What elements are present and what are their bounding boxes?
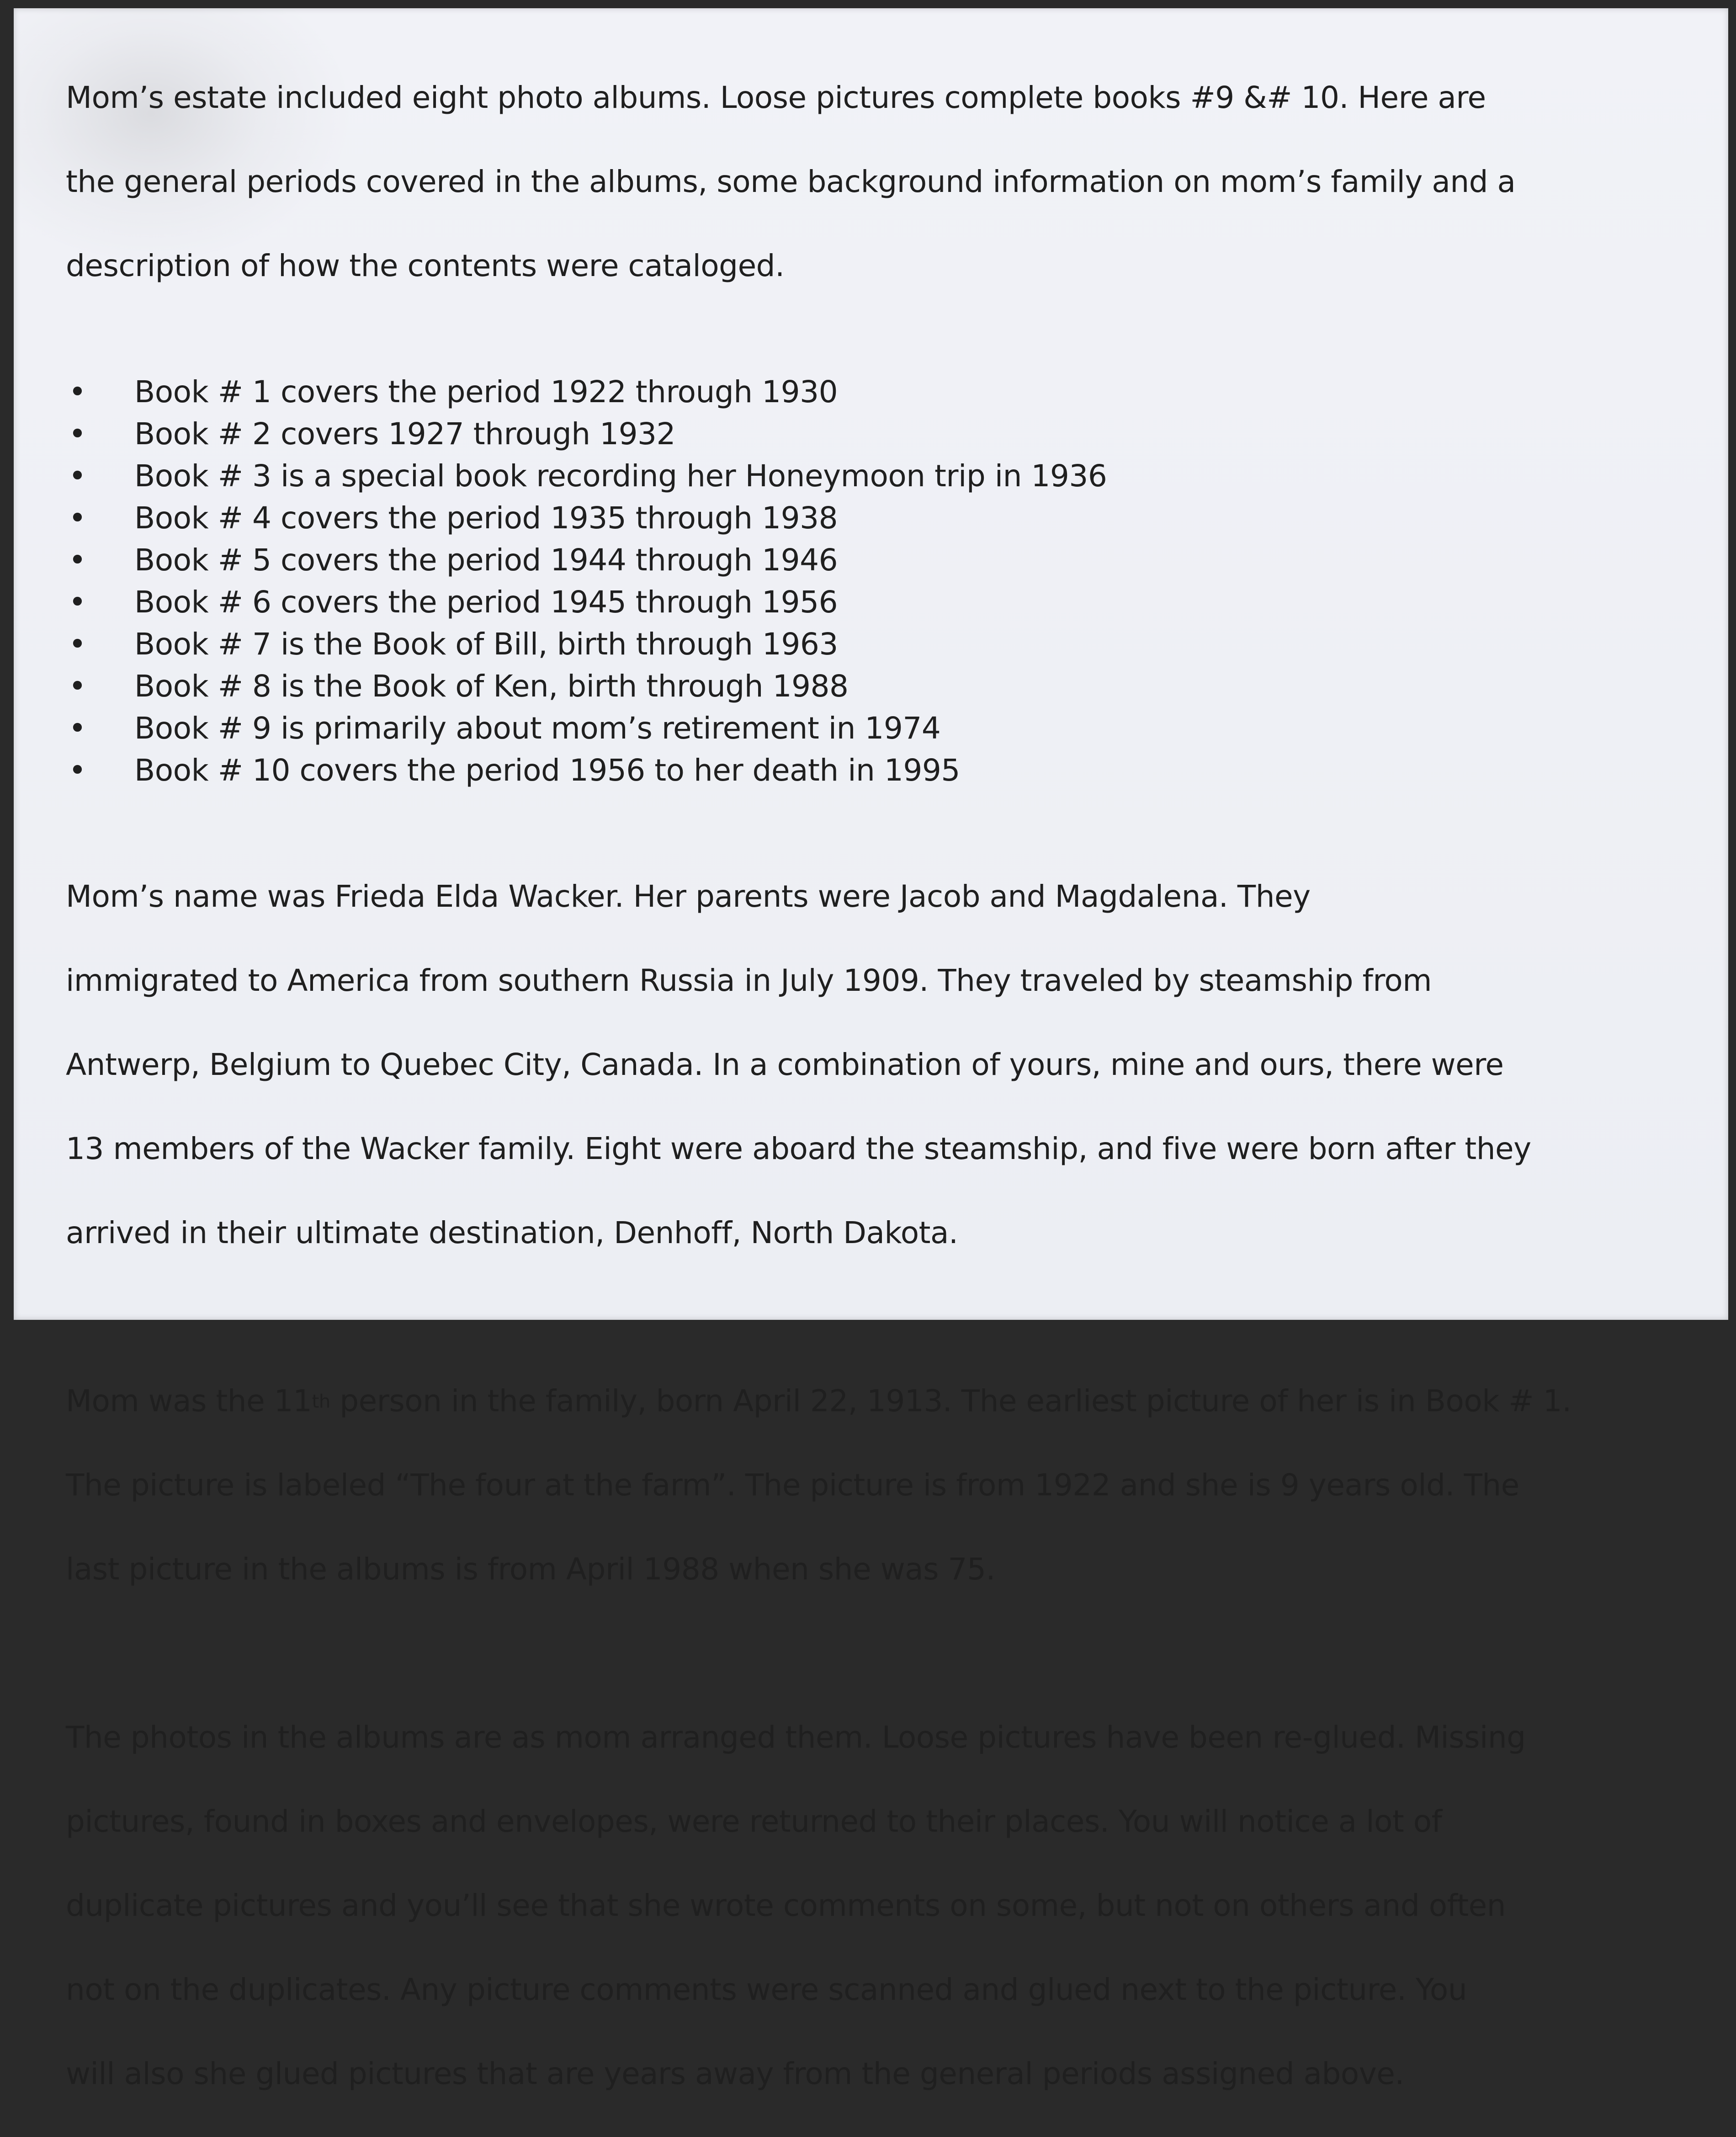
photos-line: The photos in the albums are as mom arranged them. Loose pictures have been re-glued. Missing [66, 1720, 1526, 1755]
photos-line: pictures, found in boxes and envelopes, were returned to their places. You will notice a lot of [66, 1804, 1442, 1839]
list-item [66, 371, 1715, 413]
photos-line: duplicate pictures and you’ll see that she wrote comments on some, but not on others and often [66, 1888, 1506, 1923]
family-line: 13 members of the Wacker family. Eight were aboard the steamship, and five were born after they [66, 1131, 1531, 1166]
photos-paragraph [66, 1675, 1715, 2137]
book-entry: Book # 9 is primarily about mom’s retirement in 1974 [134, 711, 941, 746]
page-text [66, 35, 1715, 2137]
list-item [66, 539, 1715, 581]
birth-line-start: Mom was the 11 [66, 1383, 312, 1419]
bullet: • [69, 711, 86, 746]
list-item [66, 750, 1715, 792]
bullet: • [69, 458, 86, 494]
intro-line: the general periods covered in the albums, some background information on mom’s family and a [66, 164, 1516, 199]
list-item [66, 413, 1715, 455]
bullet: • [69, 374, 86, 409]
bullet: • [69, 669, 86, 704]
book-entry: Book # 10 covers the period 1956 to her death in 1995 [134, 753, 960, 788]
book-entry: Book # 1 covers the period 1922 through 1930 [134, 374, 838, 409]
family-line: Antwerp, Belgium to Quebec City, Canada. In a combination of yours, mine and ours, there were [66, 1047, 1504, 1082]
list-item [66, 497, 1715, 539]
book-entry: Book # 6 covers the period 1945 through 1956 [134, 585, 838, 620]
intro-paragraph [66, 35, 1715, 329]
family-line: arrived in their ultimate destination, Denhoff, North Dakota. [66, 1215, 958, 1250]
bullet: • [69, 542, 86, 578]
bullet: • [69, 627, 86, 662]
family-line: Mom’s name was Frieda Elda Wacker. Her parents were Jacob and Magdalena. They [66, 879, 1311, 914]
book-entry: Book # 4 covers the period 1935 through 1938 [134, 500, 838, 536]
book-entry: Book # 5 covers the period 1944 through 1946 [134, 542, 838, 578]
list-item [66, 455, 1715, 497]
book-list [66, 371, 1715, 792]
list-item [66, 665, 1715, 707]
birth-line [66, 1380, 1715, 1422]
birth-line: The picture is labeled “The four at the farm”. The picture is from 1922 and she is 9 years old. The [66, 1467, 1519, 1503]
bullet: • [69, 585, 86, 620]
list-item [66, 623, 1715, 665]
list-item [66, 707, 1715, 750]
family-paragraph [66, 834, 1715, 1296]
birth-paragraph [66, 1338, 1715, 1632]
list-item [66, 581, 1715, 623]
bullet: • [69, 500, 86, 536]
bullet: • [69, 416, 86, 452]
book-entry: Book # 7 is the Book of Bill, birth through 1963 [134, 627, 838, 662]
book-entry: Book # 8 is the Book of Ken, birth through 1988 [134, 669, 849, 704]
book-entry: Book # 2 covers 1927 through 1932 [134, 416, 676, 452]
photos-line: not on the duplicates. Any picture comments were scanned and glued next to the picture. You [66, 1972, 1467, 2007]
book-entry: Book # 3 is a special book recording her Honeymoon trip in 1936 [134, 458, 1107, 494]
intro-line: description of how the contents were cataloged. [66, 248, 785, 283]
birth-line-end: person in the family, born April 22, 1913. The earliest picture of her is in Book # 1. [330, 1383, 1571, 1419]
ordinal-superscript: th [312, 1391, 330, 1412]
birth-line: last picture in the albums is from April 1988 when she was 75. [66, 1552, 995, 1587]
bullet: • [69, 753, 86, 788]
family-line: immigrated to America from southern Russia in July 1909. They traveled by steamship from [66, 963, 1432, 998]
scanned-page [14, 8, 1728, 2091]
intro-line: Mom’s estate included eight photo albums. Loose pictures complete books #9 &# 10. Here are [66, 80, 1486, 115]
photos-line: will also she glued pictures that are years away from the general periods assigned above. [66, 2056, 1404, 2091]
